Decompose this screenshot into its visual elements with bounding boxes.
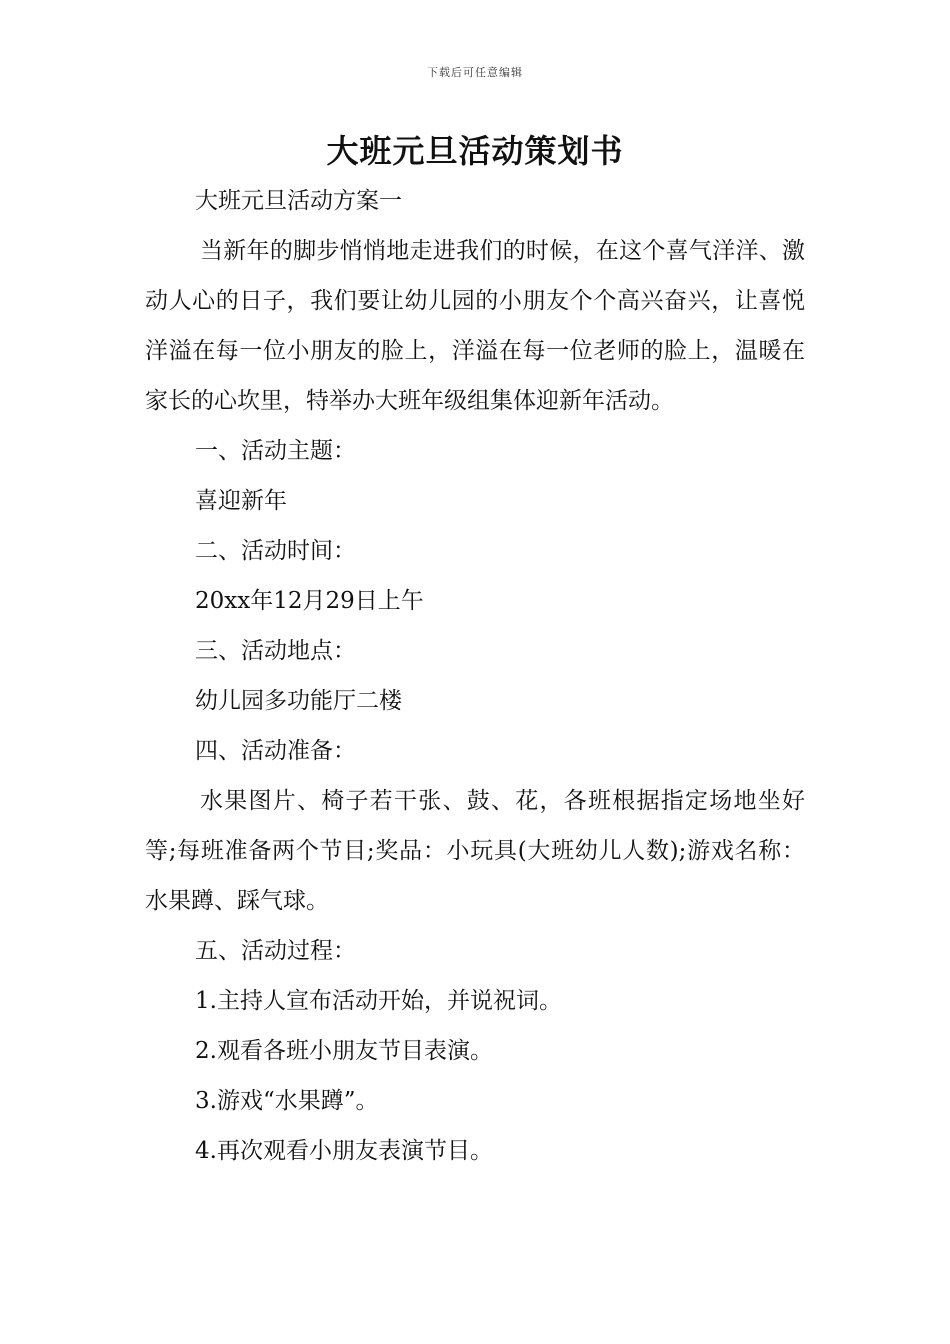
preparation-paragraph: 水果图片、椅子若干张、鼓、花，各班根据指定场地坐好等;每班准备两个节目;奖品：小玩具(大班幼儿人数);游戏名称：水果蹲、踩气球。 [145,788,805,914]
section-heading: 大班元旦活动方案一 [195,188,402,214]
process-step: 1.主持人宣布活动开始，并说祝词。 [195,988,562,1014]
location-heading: 三、活动地点： [195,638,356,664]
preparation-heading: 四、活动准备： [195,738,356,764]
time-value: 20xx年12月29日上午 [195,588,424,614]
intro-paragraph: 当新年的脚步悄悄地走进我们的时候，在这个喜气洋洋、激动人心的日子，我们要让幼儿园的小朋友个个高兴奋兴，让喜悦洋溢在每一位小朋友的脸上，洋溢在每一位老师的脸上，温暖在家长的心坎里，特举办大班年级组集体迎新年活动。 [145,238,805,414]
process-step: 4.再次观看小朋友表演节目。 [195,1138,493,1164]
location-value: 幼儿园多功能厅二楼 [195,688,402,714]
theme-value: 喜迎新年 [195,488,287,514]
document-body [145,176,805,1176]
document-title: 大班元旦活动策划书 [326,132,624,170]
page-header-note: 下载后可任意编辑 [427,66,523,79]
theme-heading: 一、活动主题： [195,438,356,464]
process-heading: 五、活动过程： [195,938,356,964]
process-step: 2.观看各班小朋友节目表演。 [195,1038,493,1064]
process-step: 3.游戏“水果蹲”。 [195,1088,379,1114]
time-heading: 二、活动时间： [195,538,356,564]
